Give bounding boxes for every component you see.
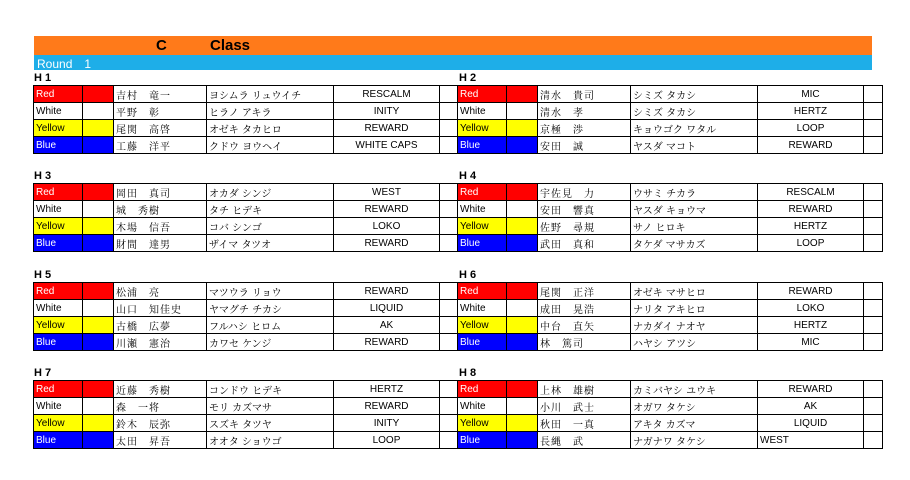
color-swatch xyxy=(507,86,538,103)
rider-kana: コンドウ ヒデキ xyxy=(207,381,334,398)
board-brand: AK xyxy=(758,398,864,415)
rider-name: 吉村 竜一 xyxy=(114,86,207,103)
rider-name: 森 一将 xyxy=(114,398,207,415)
color-swatch xyxy=(507,300,538,317)
heat-label: H 6 xyxy=(459,269,477,281)
table-row xyxy=(34,300,459,317)
empty-cell xyxy=(440,137,459,154)
heat-table-8 xyxy=(457,380,883,449)
empty-cell xyxy=(440,317,459,334)
rider-name: 鈴木 辰弥 xyxy=(114,415,207,432)
heat-table-2 xyxy=(457,85,883,154)
color-cell: White xyxy=(458,398,507,415)
board-brand: LOOP xyxy=(334,432,440,449)
rider-kana: ウサミ チカラ xyxy=(631,184,758,201)
rider-name: 佐野 尋規 xyxy=(538,218,631,235)
table-row xyxy=(34,86,459,103)
table-row xyxy=(458,415,883,432)
rider-kana: サノ ヒロキ xyxy=(631,218,758,235)
heat-table-3 xyxy=(33,183,459,252)
rider-kana: ヨシムラ リュウイチ xyxy=(207,86,334,103)
color-swatch xyxy=(507,235,538,252)
color-swatch xyxy=(507,432,538,449)
rider-name: 成田 晃浩 xyxy=(538,300,631,317)
table-row xyxy=(34,415,459,432)
rider-name: 木場 信吾 xyxy=(114,218,207,235)
rider-kana: フルハシ ヒロム xyxy=(207,317,334,334)
color-swatch xyxy=(507,317,538,334)
rider-kana: コバ シンゴ xyxy=(207,218,334,235)
board-brand: HERTZ xyxy=(758,218,864,235)
board-brand: RESCALM xyxy=(334,86,440,103)
empty-cell xyxy=(440,120,459,137)
board-brand: REWARD xyxy=(758,201,864,218)
rider-name: 近藤 秀樹 xyxy=(114,381,207,398)
table-row xyxy=(458,103,883,120)
heat-table-6 xyxy=(457,282,883,351)
rider-kana: ヤマグチ チカシ xyxy=(207,300,334,317)
table-row xyxy=(458,86,883,103)
empty-cell xyxy=(440,103,459,120)
rider-name: 長縄 武 xyxy=(538,432,631,449)
board-brand: REWARD xyxy=(334,398,440,415)
color-swatch xyxy=(83,398,114,415)
color-swatch xyxy=(83,184,114,201)
empty-cell xyxy=(440,300,459,317)
empty-cell xyxy=(440,235,459,252)
table-row xyxy=(34,317,459,334)
rider-kana: ヤスダ キョウマ xyxy=(631,201,758,218)
color-swatch xyxy=(83,432,114,449)
empty-cell xyxy=(864,120,883,137)
rider-kana: カワセ ケンジ xyxy=(207,334,334,351)
color-swatch xyxy=(83,103,114,120)
table-row xyxy=(34,218,459,235)
color-cell: Red xyxy=(34,283,83,300)
board-brand: LOOP xyxy=(758,235,864,252)
rider-kana: オガワ タケシ xyxy=(631,398,758,415)
rider-name: 太田 昇吾 xyxy=(114,432,207,449)
color-cell: Yellow xyxy=(34,415,83,432)
rider-kana: モリ カズマサ xyxy=(207,398,334,415)
rider-kana: ナリタ アキヒロ xyxy=(631,300,758,317)
empty-cell xyxy=(864,201,883,218)
color-cell: White xyxy=(34,201,83,218)
table-row xyxy=(34,398,459,415)
rider-name: 清水 孝 xyxy=(538,103,631,120)
color-cell: White xyxy=(458,300,507,317)
table-row xyxy=(34,381,459,398)
board-brand: HERTZ xyxy=(758,103,864,120)
table-row xyxy=(458,381,883,398)
round-label: Round 1 xyxy=(37,57,92,71)
color-cell: Yellow xyxy=(34,218,83,235)
table-row xyxy=(458,283,883,300)
table-row xyxy=(458,300,883,317)
board-brand: REWARD xyxy=(758,137,864,154)
rider-kana: ハヤシ アツシ xyxy=(631,334,758,351)
color-cell: Yellow xyxy=(458,120,507,137)
heat-label: H 4 xyxy=(459,170,477,182)
table-row xyxy=(34,334,459,351)
color-cell: Red xyxy=(34,381,83,398)
round-bar xyxy=(34,55,872,70)
class-letter: C xyxy=(156,37,167,54)
empty-cell xyxy=(440,218,459,235)
empty-cell xyxy=(864,381,883,398)
color-swatch xyxy=(507,381,538,398)
color-swatch xyxy=(507,398,538,415)
rider-kana: ヤスダ マコト xyxy=(631,137,758,154)
color-cell: White xyxy=(458,103,507,120)
board-brand: WEST xyxy=(758,432,864,449)
color-swatch xyxy=(507,283,538,300)
color-cell: Red xyxy=(458,86,507,103)
color-cell: Yellow xyxy=(458,415,507,432)
table-row xyxy=(34,184,459,201)
empty-cell xyxy=(440,381,459,398)
rider-kana: タケダ マサカズ xyxy=(631,235,758,252)
heat-table-5 xyxy=(33,282,459,351)
rider-kana: オオタ ショウゴ xyxy=(207,432,334,449)
color-cell: Yellow xyxy=(458,218,507,235)
board-brand: REWARD xyxy=(334,201,440,218)
color-swatch xyxy=(507,218,538,235)
empty-cell xyxy=(864,283,883,300)
heat-label: H 5 xyxy=(34,269,52,281)
empty-cell xyxy=(864,137,883,154)
heat-label: H 3 xyxy=(34,170,52,182)
color-swatch xyxy=(507,415,538,432)
rider-name: 財間 達男 xyxy=(114,235,207,252)
empty-cell xyxy=(864,86,883,103)
color-cell: Blue xyxy=(34,432,83,449)
empty-cell xyxy=(864,398,883,415)
color-swatch xyxy=(507,184,538,201)
color-cell: Yellow xyxy=(458,317,507,334)
color-cell: Red xyxy=(458,184,507,201)
rider-name: 古橋 広夢 xyxy=(114,317,207,334)
color-cell: Red xyxy=(458,381,507,398)
heat-label: H 1 xyxy=(34,72,52,84)
empty-cell xyxy=(864,415,883,432)
rider-name: 城 秀樹 xyxy=(114,201,207,218)
empty-cell xyxy=(440,334,459,351)
class-title-bar xyxy=(34,36,872,55)
board-brand: REWARD xyxy=(334,334,440,351)
rider-name: 小川 武士 xyxy=(538,398,631,415)
color-cell: Yellow xyxy=(34,317,83,334)
rider-name: 岡田 真司 xyxy=(114,184,207,201)
empty-cell xyxy=(864,300,883,317)
color-swatch xyxy=(507,137,538,154)
color-cell: Blue xyxy=(34,137,83,154)
rider-name: 上林 雄樹 xyxy=(538,381,631,398)
table-row xyxy=(458,235,883,252)
empty-cell xyxy=(440,415,459,432)
rider-name: 川瀬 憲治 xyxy=(114,334,207,351)
rider-name: 清水 貴司 xyxy=(538,86,631,103)
color-swatch xyxy=(507,201,538,218)
board-brand: WEST xyxy=(334,184,440,201)
rider-name: 京極 渉 xyxy=(538,120,631,137)
empty-cell xyxy=(440,86,459,103)
board-brand: LIQUID xyxy=(334,300,440,317)
color-swatch xyxy=(507,334,538,351)
empty-cell xyxy=(440,432,459,449)
rider-kana: タチ ヒデキ xyxy=(207,201,334,218)
table-row xyxy=(458,201,883,218)
board-brand: RESCALM xyxy=(758,184,864,201)
table-row xyxy=(458,398,883,415)
rider-kana: オゼキ タカヒロ xyxy=(207,120,334,137)
color-cell: Blue xyxy=(34,235,83,252)
color-swatch xyxy=(83,86,114,103)
color-swatch xyxy=(83,218,114,235)
color-cell: Blue xyxy=(458,432,507,449)
rider-name: 宇佐見 力 xyxy=(538,184,631,201)
rider-kana: オゼキ マサヒロ xyxy=(631,283,758,300)
color-swatch xyxy=(83,283,114,300)
board-brand: LIQUID xyxy=(758,415,864,432)
board-brand: MIC xyxy=(758,86,864,103)
color-swatch xyxy=(507,120,538,137)
rider-kana: スズキ タツヤ xyxy=(207,415,334,432)
table-row xyxy=(34,120,459,137)
empty-cell xyxy=(864,432,883,449)
rider-name: 武田 真和 xyxy=(538,235,631,252)
board-brand: LOKO xyxy=(334,218,440,235)
board-brand: LOOP xyxy=(758,120,864,137)
rider-name: 中台 直矢 xyxy=(538,317,631,334)
heat-label: H 2 xyxy=(459,72,477,84)
empty-cell xyxy=(864,317,883,334)
rider-name: 松浦 亮 xyxy=(114,283,207,300)
rider-kana: カミバヤシ ユウキ xyxy=(631,381,758,398)
empty-cell xyxy=(864,103,883,120)
table-row xyxy=(458,334,883,351)
heat-table-7 xyxy=(33,380,459,449)
rider-kana: クドウ ヨウヘイ xyxy=(207,137,334,154)
board-brand: WHITE CAPS xyxy=(334,137,440,154)
rider-kana: ヒラノ アキラ xyxy=(207,103,334,120)
board-brand: REWARD xyxy=(334,283,440,300)
rider-name: 尾関 正洋 xyxy=(538,283,631,300)
rider-kana: オカダ シンジ xyxy=(207,184,334,201)
rider-name: 秋田 一真 xyxy=(538,415,631,432)
empty-cell xyxy=(440,398,459,415)
rider-name: 林 篤司 xyxy=(538,334,631,351)
board-brand: REWARD xyxy=(334,120,440,137)
board-brand: LOKO xyxy=(758,300,864,317)
table-row xyxy=(34,137,459,154)
heat-table-4 xyxy=(457,183,883,252)
color-swatch xyxy=(83,317,114,334)
table-row xyxy=(34,432,459,449)
color-swatch xyxy=(83,201,114,218)
color-cell: Blue xyxy=(34,334,83,351)
table-row xyxy=(458,432,883,449)
heat-label: H 7 xyxy=(34,367,52,379)
table-row xyxy=(458,218,883,235)
table-row xyxy=(34,235,459,252)
board-brand: HERTZ xyxy=(758,317,864,334)
color-cell: Blue xyxy=(458,235,507,252)
color-cell: White xyxy=(34,103,83,120)
empty-cell xyxy=(440,283,459,300)
board-brand: REWARD xyxy=(334,235,440,252)
color-cell: Red xyxy=(458,283,507,300)
table-row xyxy=(34,283,459,300)
board-brand: INITY xyxy=(334,103,440,120)
color-swatch xyxy=(507,103,538,120)
rider-kana: ナカダイ ナオヤ xyxy=(631,317,758,334)
board-brand: REWARD xyxy=(758,283,864,300)
table-row xyxy=(458,120,883,137)
color-swatch xyxy=(83,235,114,252)
heat-label: H 8 xyxy=(459,367,477,379)
empty-cell xyxy=(864,235,883,252)
color-swatch xyxy=(83,300,114,317)
color-cell: Yellow xyxy=(34,120,83,137)
color-cell: Red xyxy=(34,86,83,103)
rider-kana: マツウラ リョウ xyxy=(207,283,334,300)
rider-kana: キョウゴク ワタル xyxy=(631,120,758,137)
rider-kana: シミズ タカシ xyxy=(631,103,758,120)
empty-cell xyxy=(864,218,883,235)
rider-name: 安田 誠 xyxy=(538,137,631,154)
rider-name: 安田 響真 xyxy=(538,201,631,218)
rider-name: 山口 知佳史 xyxy=(114,300,207,317)
table-row xyxy=(458,317,883,334)
color-cell: White xyxy=(34,300,83,317)
empty-cell xyxy=(864,334,883,351)
color-swatch xyxy=(83,334,114,351)
class-word: Class xyxy=(210,37,251,54)
rider-kana: アキタ カズマ xyxy=(631,415,758,432)
color-swatch xyxy=(83,415,114,432)
rider-name: 尾関 高啓 xyxy=(114,120,207,137)
rider-kana: ザイマ タツオ xyxy=(207,235,334,252)
color-swatch xyxy=(83,381,114,398)
board-brand: HERTZ xyxy=(334,381,440,398)
rider-name: 平野 彰 xyxy=(114,103,207,120)
board-brand: REWARD xyxy=(758,381,864,398)
heat-table-1 xyxy=(33,85,459,154)
color-cell: White xyxy=(34,398,83,415)
table-row xyxy=(458,137,883,154)
rider-kana: シミズ タカシ xyxy=(631,86,758,103)
rider-name: 工藤 洋平 xyxy=(114,137,207,154)
table-row xyxy=(34,201,459,218)
board-brand: MIC xyxy=(758,334,864,351)
color-swatch xyxy=(83,120,114,137)
table-row xyxy=(458,184,883,201)
color-cell: Blue xyxy=(458,137,507,154)
board-brand: AK xyxy=(334,317,440,334)
board-brand: INITY xyxy=(334,415,440,432)
table-row xyxy=(34,103,459,120)
rider-kana: ナガナワ タケシ xyxy=(631,432,758,449)
color-swatch xyxy=(83,137,114,154)
empty-cell xyxy=(440,184,459,201)
empty-cell xyxy=(864,184,883,201)
color-cell: Red xyxy=(34,184,83,201)
empty-cell xyxy=(440,201,459,218)
color-cell: Blue xyxy=(458,334,507,351)
color-cell: White xyxy=(458,201,507,218)
